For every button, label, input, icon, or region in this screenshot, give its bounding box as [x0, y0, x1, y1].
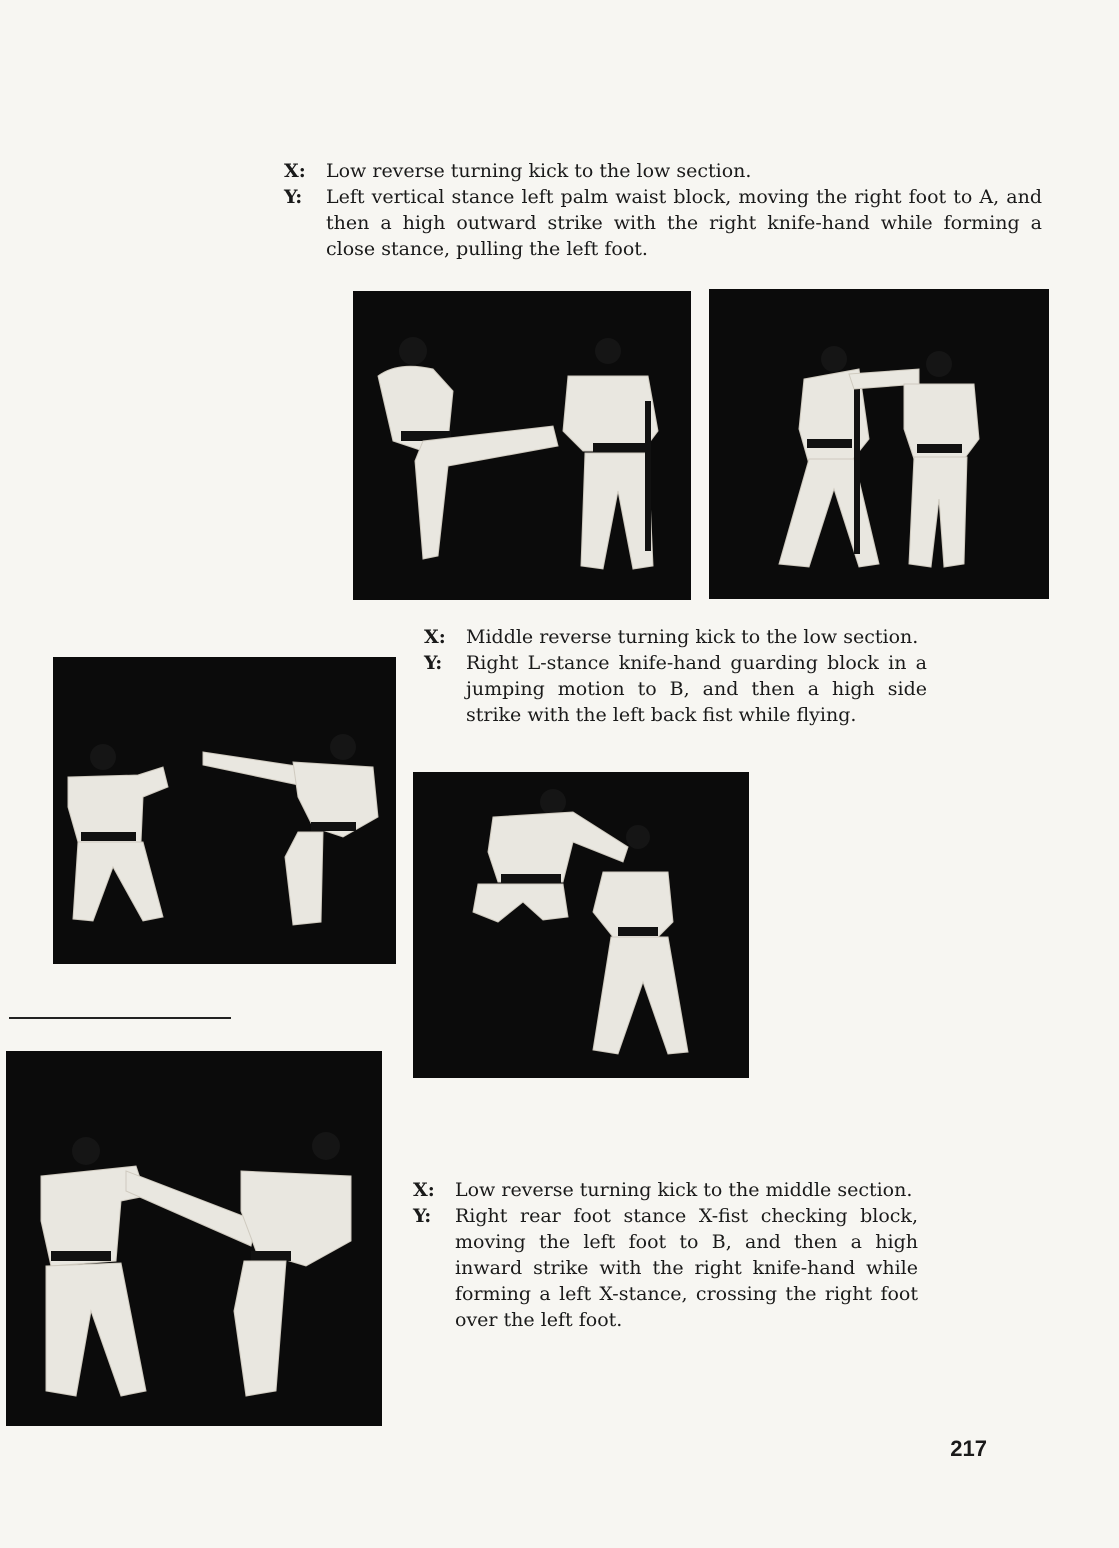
- entry-y: [413, 1203, 918, 1333]
- entry-x: [284, 158, 1042, 184]
- photo-middle-reverse-turning-kick: [53, 657, 396, 964]
- page-number: 217: [950, 1436, 987, 1461]
- text-block-2: [424, 624, 927, 728]
- entry-text: Left vertical stance left palm waist block, moving the right foot to A, and then a high outward strike with the right knife-hand while forming a close stance, pulling the left foot.: [326, 186, 1042, 260]
- entry-text: Right rear foot stance X-fist checking block, moving the left foot to B, and then a high inward strike with the right knife-hand while forming a left X-stance, crossing the right foot over the left foot.: [455, 1205, 918, 1331]
- entry-key: X:: [413, 1179, 435, 1201]
- entry-key: Y:: [284, 186, 303, 208]
- entry-text: Low reverse turning kick to the low section.: [326, 160, 752, 182]
- entry-text: Low reverse turning kick to the middle section.: [455, 1179, 913, 1201]
- entry-y: [284, 184, 1042, 262]
- photo-x-fist-checking-block: [6, 1051, 382, 1426]
- entry-x: [413, 1177, 918, 1203]
- entry-text: Right L-stance knife-hand guarding block in a jumping motion to B, and then a high side strike with the left back fist while flying.: [466, 652, 927, 726]
- text-block-1: [284, 158, 1042, 262]
- photo-flying-back-fist: [413, 772, 749, 1078]
- entry-key: X:: [284, 160, 306, 182]
- entry-y: [424, 650, 927, 728]
- entry-x: [424, 624, 927, 650]
- entry-key: X:: [424, 626, 446, 648]
- text-block-3: [413, 1177, 918, 1333]
- entry-key: Y:: [413, 1205, 432, 1227]
- entry-key: Y:: [424, 652, 443, 674]
- horizontal-rule: [9, 1017, 231, 1019]
- entry-text: Middle reverse turning kick to the low section.: [466, 626, 919, 648]
- photo-low-reverse-turning-kick: [353, 291, 691, 600]
- photo-knife-hand-strike: [709, 289, 1049, 599]
